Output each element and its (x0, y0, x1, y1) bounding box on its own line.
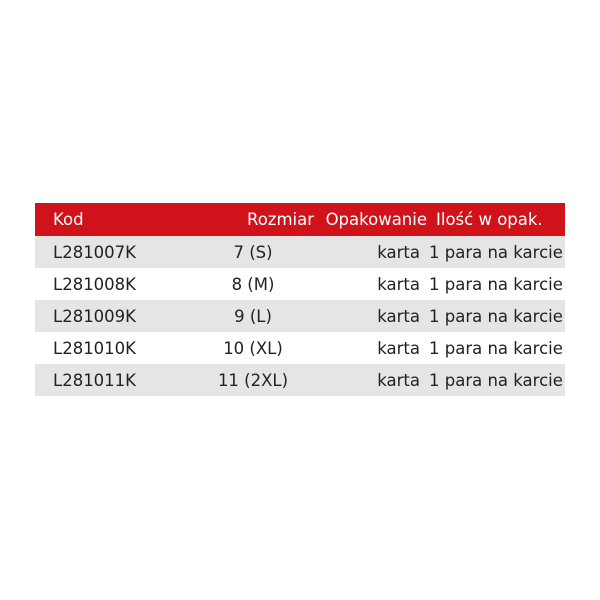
cell-size: 7 (S) (233, 242, 273, 262)
table-header-row (35, 203, 565, 236)
cell-code: L281009K (53, 306, 136, 326)
cell-quantity: 1 para na karcie (429, 306, 563, 326)
product-table (35, 203, 565, 396)
cell-packaging: karta (377, 306, 420, 326)
cell-size: 10 (XL) (223, 338, 283, 358)
table-row (35, 236, 565, 268)
header-size: Rozmiar (246, 210, 314, 229)
cell-packaging: karta (377, 274, 420, 294)
cell-code: L281007K (53, 242, 136, 262)
header-packaging: Opakowanie (325, 210, 427, 229)
cell-size: 8 (M) (231, 274, 275, 294)
header-quantity: Ilość w opak. (436, 210, 543, 229)
cell-packaging: karta (377, 242, 420, 262)
cell-size: 11 (2XL) (217, 370, 289, 390)
table-row (35, 300, 565, 332)
table-row (35, 332, 565, 364)
cell-packaging: karta (377, 338, 420, 358)
cell-quantity: 1 para na karcie (429, 242, 563, 262)
cell-quantity: 1 para na karcie (429, 274, 563, 294)
table-row (35, 268, 565, 300)
cell-quantity: 1 para na karcie (429, 370, 563, 390)
cell-packaging: karta (377, 370, 420, 390)
cell-code: L281010K (53, 338, 136, 358)
table-row (35, 364, 565, 396)
cell-code: L281008K (53, 274, 136, 294)
cell-code: L281011K (53, 370, 136, 390)
cell-size: 9 (L) (234, 306, 272, 326)
cell-quantity: 1 para na karcie (429, 338, 563, 358)
header-code: Kod (53, 210, 84, 229)
